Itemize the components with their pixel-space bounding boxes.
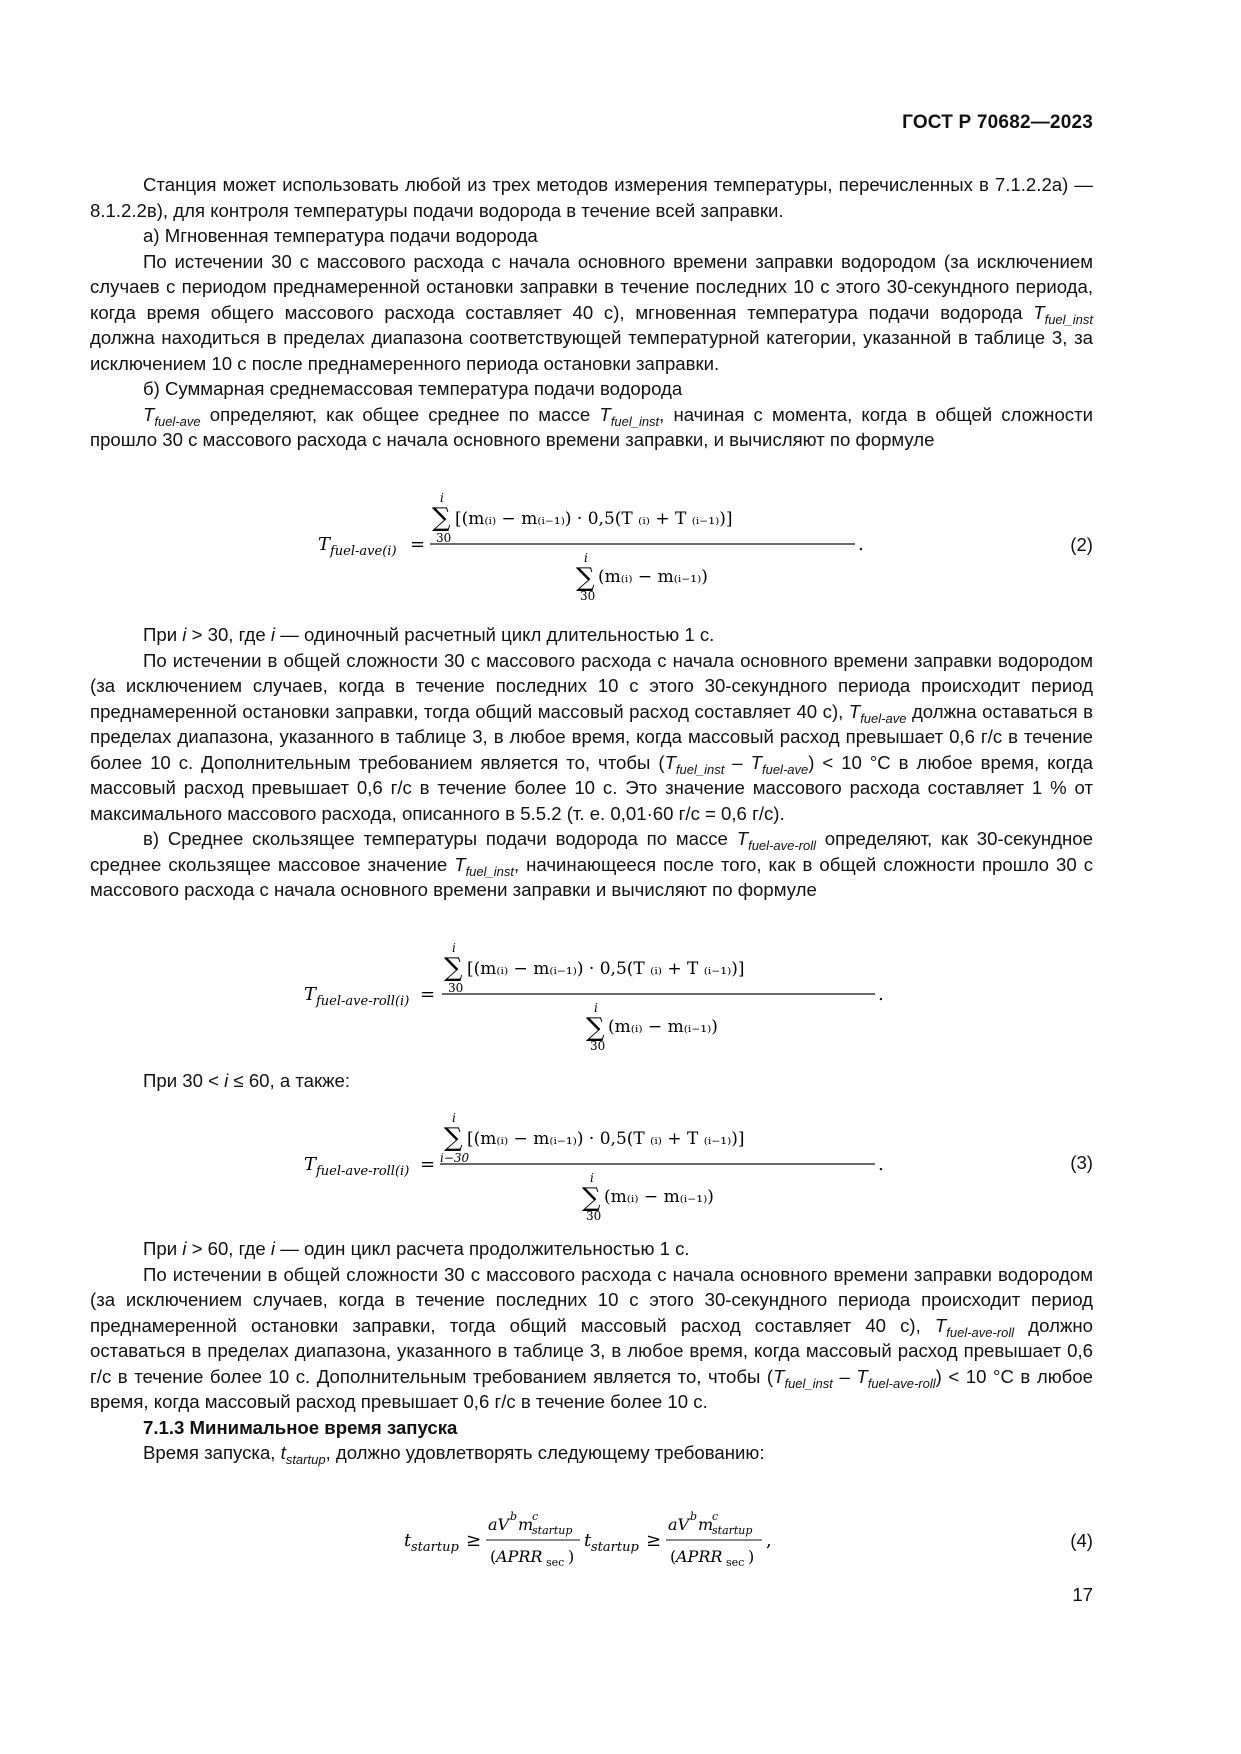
- svg-text:30: 30: [448, 981, 464, 995]
- eq2-where: При i > 30, где i — одиночный расчетный цикл длительностью 1 с.: [143, 624, 715, 645]
- equation-3: [290, 1104, 910, 1224]
- equation-4-number: (4): [1070, 1530, 1093, 1551]
- equation-3-number: (3): [1070, 1152, 1093, 1173]
- svg-text:=: =: [420, 984, 436, 1005]
- eq3-where: При i > 60, где i — один цикл расчета продолжительностью 1 с.: [143, 1238, 690, 1259]
- svg-text:30: 30: [590, 1039, 606, 1053]
- svg-text:∑: ∑: [444, 1123, 463, 1153]
- paragraph-intro: Станция может использовать любой из трех методов измерения температуры, перечисленных в 7.1.2.2а) — 8.1.2.2в), для контроля температуры подачи водорода в течение всей заправки.: [90, 174, 1093, 221]
- item-b-text: $T_{fuel-ave}$ определяют, как общее среднее по массе $T_{fuel\_inst}$, начиная с момента, когда в общей сложности прошло 30 с массового расхода с начала основного времени заправки, и вычисляют по формуле: [90, 403, 1093, 450]
- svg-text:[(m₍ᵢ₎ − m₍ᵢ₋₁₎) · 0,5(T ₍ᵢ₎: [(m₍ᵢ₎ − m₍ᵢ₋₁₎) · 0,5(T ₍ᵢ₎ + T ₍ᵢ₋₁₎)]: [455, 509, 733, 529]
- equation-2: [300, 484, 900, 604]
- svg-text:T: T: [318, 534, 331, 555]
- svg-text:sec: sec: [546, 1556, 565, 1569]
- svg-text:sec: sec: [726, 1556, 745, 1569]
- section-7-1-3-title: 7.1.3 Минимальное время запуска: [143, 1416, 458, 1438]
- svg-text:≥: ≥: [646, 1530, 662, 1551]
- svg-text:i: i: [440, 491, 444, 505]
- item-a-title: а) Мгновенная температура подачи водорода: [143, 225, 538, 246]
- svg-text:30: 30: [436, 531, 452, 545]
- svg-text:(: (: [490, 1547, 497, 1566]
- svg-text:∑: ∑: [586, 1013, 605, 1043]
- svg-text:(m₍ᵢ₎ − m₍ᵢ₋₁₎): (m₍ᵢ₎ − m₍ᵢ₋₁₎): [604, 1187, 714, 1207]
- svg-text:.: .: [878, 984, 884, 1005]
- svg-text:,: ,: [766, 1530, 772, 1551]
- svg-text:∑: ∑: [444, 953, 463, 983]
- svg-text:30: 30: [586, 1209, 602, 1223]
- svg-text:(: (: [670, 1547, 677, 1566]
- svg-text:(m₍ᵢ₎ − m₍ᵢ₋₁₎): (m₍ᵢ₎ − m₍ᵢ₋₁₎): [598, 567, 708, 587]
- svg-text:∑: ∑: [582, 1183, 601, 1213]
- svg-text:fuel-ave-roll(i): fuel-ave-roll(i): [316, 994, 410, 1009]
- item-c-text: в) Среднее скользящее температуры подачи водорода по массе $T_{fuel-ave-roll}$ определяют, как 30-секундное среднее скользящее массовое значение $T_{fuel\_inst}$, начинающееся после того, как в общей сложности прошло 30 с массового расхода с начала основного времени заправки и вычисляют по формуле: [90, 828, 1093, 900]
- svg-text:.: .: [878, 1154, 884, 1175]
- svg-text:fuel-ave(i): fuel-ave(i): [330, 544, 397, 559]
- item-c-requirement: По истечении в общей сложности 30 с массового расхода с начала основного времени заправки водородом (за исключением случаев, когда в течение последних 10 с этого 30-секундного периода происходит период преднамеренной остановки заправки, тогда общий массовый расход составляет 40 с), $T_{fuel-ave-roll}$ должно оставаться в пределах диапазона, указанного в таблице 3, в любое время, когда массовый расход превышает 0,6 г/с в течение более 10 с. Дополнительным требованием является то, чтобы $(T_{fuel\_inst} - T_{fuel-ave-roll}) < 10$ °С в любое время, когда массовый расход превышает 0,6 г/с в течение более 10 с.: [90, 1263, 1093, 1412]
- svg-text:): ): [748, 1547, 755, 1566]
- text-block-4: [90, 1236, 1093, 1466]
- document-header: ГОСТ Р 70682—2023: [902, 112, 1093, 133]
- svg-text:startup: startup: [591, 1540, 639, 1555]
- svg-text:m: m: [698, 1515, 714, 1534]
- svg-text:t: t: [584, 1530, 592, 1551]
- svg-text:aV: aV: [668, 1515, 690, 1534]
- svg-text:=: =: [410, 534, 426, 555]
- text-block-3: [90, 1068, 1093, 1094]
- svg-text:fuel-ave-roll(i): fuel-ave-roll(i): [316, 1164, 410, 1179]
- eq-roll-condition: При 30 < i ≤ 60, а также:: [143, 1070, 351, 1091]
- equation-4: [400, 1506, 800, 1570]
- svg-text:m: m: [518, 1515, 534, 1534]
- svg-text:b: b: [690, 1510, 698, 1523]
- svg-text:[(m₍ᵢ₎ − m₍ᵢ₋₁₎) · 0,5(T ₍ᵢ₎: [(m₍ᵢ₎ − m₍ᵢ₋₁₎) · 0,5(T ₍ᵢ₎ + T ₍ᵢ₋₁₎)]: [467, 959, 745, 979]
- svg-text:aV: aV: [488, 1515, 510, 1534]
- svg-text:t: t: [404, 1530, 412, 1551]
- svg-text:(m₍ᵢ₎ − m₍ᵢ₋₁₎): (m₍ᵢ₎ − m₍ᵢ₋₁₎): [608, 1017, 718, 1037]
- text-block-2: [90, 622, 1093, 903]
- svg-text:): ): [568, 1547, 575, 1566]
- svg-text:T: T: [304, 984, 317, 1005]
- svg-text:c: c: [712, 1510, 719, 1523]
- svg-text:≥: ≥: [466, 1530, 482, 1551]
- svg-text:[(m₍ᵢ₎ − m₍ᵢ₋₁₎) · 0,5(T ₍ᵢ₎: [(m₍ᵢ₎ − m₍ᵢ₋₁₎) · 0,5(T ₍ᵢ₎ + T ₍ᵢ₋₁₎)]: [467, 1129, 745, 1149]
- equation-roll-a: [290, 934, 910, 1054]
- svg-text:i−30: i−30: [440, 1151, 470, 1165]
- item-b-title: б) Суммарная среднемассовая температура подачи водорода: [143, 378, 683, 399]
- svg-text:APRR: APRR: [676, 1547, 723, 1566]
- svg-text:i: i: [452, 941, 456, 955]
- equation-2-number: (2): [1070, 534, 1093, 555]
- text-block-1: [90, 172, 1093, 453]
- svg-text:b: b: [510, 1510, 518, 1523]
- svg-text:i: i: [452, 1111, 456, 1125]
- svg-text:i: i: [590, 1171, 594, 1185]
- item-b-requirement: По истечении в общей сложности 30 с массового расхода с начала основного времени заправки водородом (за исключением случаев, когда в течение последних 10 с этого 30-секундного периода происходит период преднамеренной остановки заправки, тогда общий массовый расход составляет 40 с), $T_{fuel-ave}$ должна оставаться в пределах диапазона, указанного в таблице 3, в любое время, когда массовый расход превышает 0,6 г/с в течение более 10 с. Дополнительным требованием является то, чтобы $(T_{fuel\_inst} - T_{fuel-ave}) < 10$ °С в любое время, когда массовый расход превышает 0,6 г/с в течение более 10 с. Это значение массового расхода составляет 1 % от максимального массового расхода, описанного в 5.5.2 (т. е. 0,01·60 г/с = 0,6 г/с).: [90, 649, 1093, 824]
- section-7-1-3-text: Время запуска, $t_{startup}$, должно удовлетворять следующему требованию:: [143, 1442, 765, 1467]
- svg-text:∑: ∑: [432, 503, 451, 533]
- svg-text:startup: startup: [712, 1524, 753, 1537]
- svg-text:APRR: APRR: [496, 1547, 543, 1566]
- svg-text:startup: startup: [532, 1524, 573, 1537]
- svg-text:i: i: [594, 1001, 598, 1015]
- svg-text:i: i: [584, 551, 588, 565]
- svg-text:30: 30: [580, 589, 596, 603]
- svg-text:∑: ∑: [576, 563, 595, 593]
- svg-text:startup: startup: [411, 1540, 459, 1555]
- page-number: 17: [1072, 1584, 1093, 1605]
- item-a-text: По истечении 30 с массового расхода с начала основного времени заправки водородом (за исключением случаев с периодом преднамеренной остановки заправки в течение последних 10 с этого 30-секундного периода, когда время общего массового расхода составляет 40 с), мгновенная температура подачи водорода $T_{fuel\_inst}$ должна находиться в пределах диапазона соответствующей температурной категории, указанной в таблице 3, за исключением 10 с после преднамеренного периода остановки заправки.: [90, 250, 1093, 374]
- svg-text:c: c: [532, 1510, 539, 1523]
- svg-text:T: T: [304, 1154, 317, 1175]
- svg-text:.: .: [858, 534, 864, 555]
- svg-text:=: =: [420, 1154, 436, 1175]
